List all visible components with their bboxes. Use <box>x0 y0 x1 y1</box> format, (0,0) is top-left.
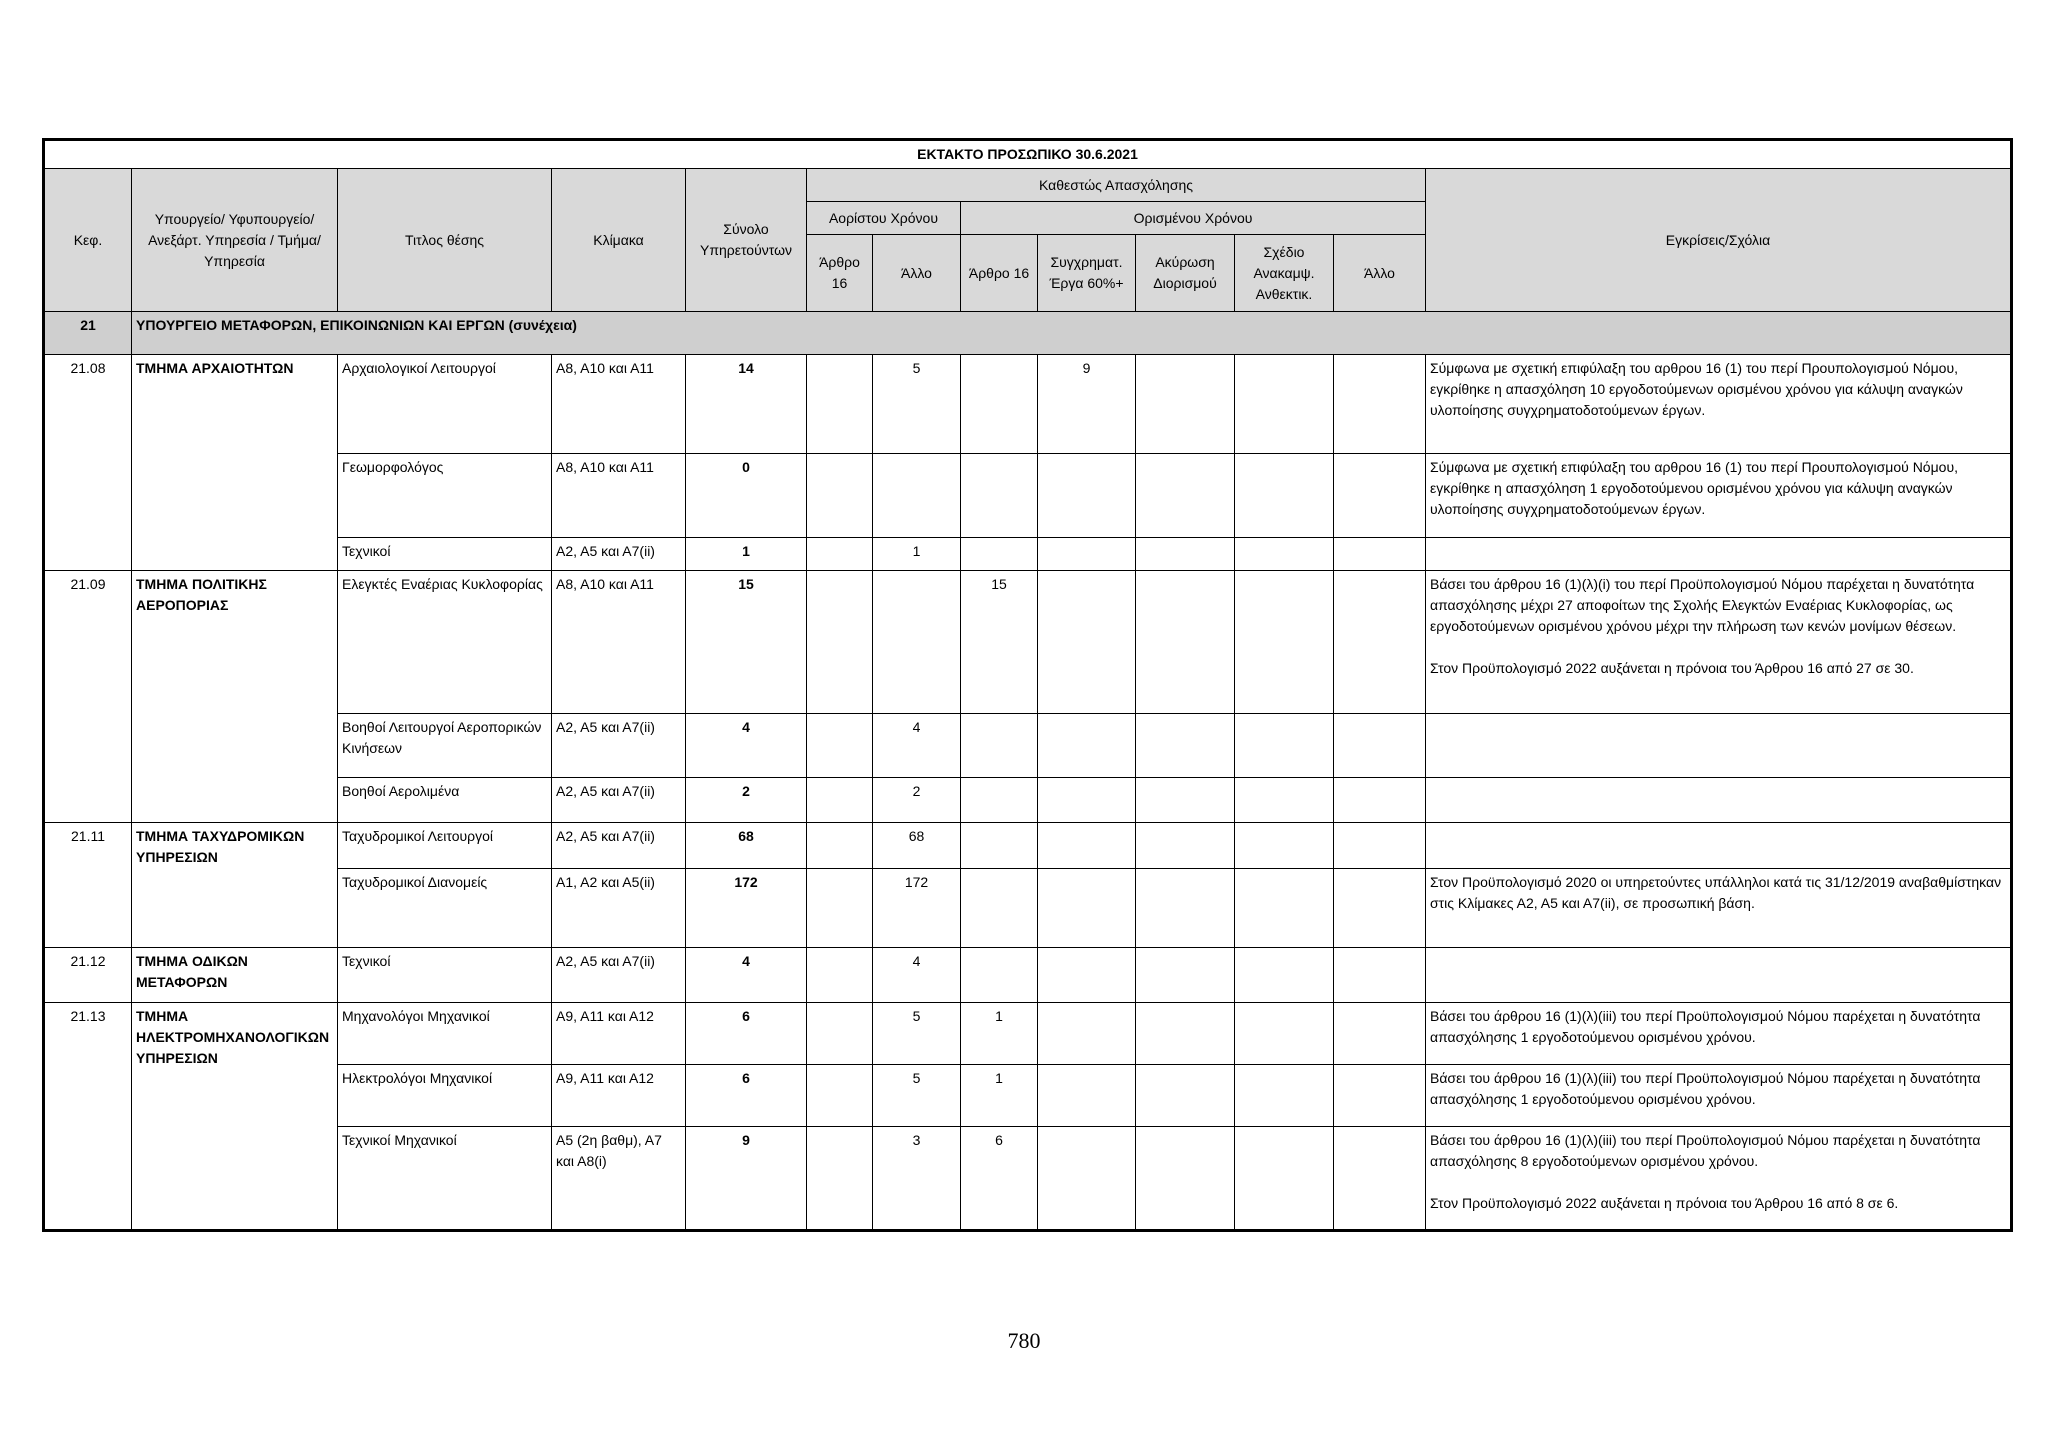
section-code: 21 <box>44 312 132 355</box>
scale-cell: Α2, Α5 και Α7(ii) <box>552 778 686 823</box>
scale-cell: Α2, Α5 και Α7(ii) <box>552 714 686 778</box>
header-employment-status: Καθεστώς Απασχόλησης <box>807 169 1426 202</box>
total-cell: 0 <box>686 454 807 538</box>
title-cell: Βοηθοί Λειτουργοί Αεροπορικών Κινήσεων <box>338 714 552 778</box>
title-cell: Αρχαιολογικοί Λειτουργοί <box>338 355 552 454</box>
other-indef-cell: 2 <box>873 778 961 823</box>
title-cell: Ταχυδρομικοί Λειτουργοί <box>338 823 552 869</box>
title-cell: Τεχνικοί <box>338 538 552 571</box>
section-name: ΥΠΟΥΡΓΕΙΟ ΜΕΤΑΦΟΡΩΝ, ΕΠΙΚΟΙΝΩΝΙΩΝ ΚΑΙ ΕΡΓΩΝ (συνέχεια) <box>132 312 2012 355</box>
scale-cell: Α2, Α5 και Α7(ii) <box>552 823 686 869</box>
dept-cell: ΤΜΗΜΑ ΠΟΛΙΤΙΚΗΣ ΑΕΡΟΠΟΡΙΑΣ <box>132 571 338 823</box>
scale-cell: Α5 (2η βαθμ), Α7 και Α8(i) <box>552 1127 686 1231</box>
comment-text-2: Στον Προϋπολογισμό 2022 αυξάνεται η πρόνοια του Άρθρου 16 από 27 σε 30. <box>1430 660 1914 676</box>
header-ministry: Υπουργείο/ Υφυπουργείο/ Ανεξάρτ. Υπηρεσία / Τμήμα/ Υπηρεσία <box>132 169 338 312</box>
total-cell: 9 <box>686 1127 807 1231</box>
scale-cell: Α1, Α2 και Α5(ii) <box>552 869 686 948</box>
header-art16-def: Άρθρο 16 <box>961 235 1038 312</box>
table-title: ΕΚΤΑΚΤΟ ΠΡΟΣΩΠΙΚΟ 30.6.2021 <box>44 140 2012 169</box>
header-indefinite: Αορίστου Χρόνου <box>807 202 961 235</box>
section-row <box>44 312 2012 355</box>
total-cell: 1 <box>686 538 807 571</box>
table-row <box>44 538 2012 571</box>
total-cell: 172 <box>686 869 807 948</box>
total-cell: 15 <box>686 571 807 714</box>
staff-table-frame <box>42 138 2010 1232</box>
total-cell: 6 <box>686 1003 807 1065</box>
header-cancel: Ακύρωση Διορισμού <box>1136 235 1235 312</box>
header-art16-indef: Άρθρο 16 <box>807 235 873 312</box>
page-number: 780 <box>1007 1328 1041 1353</box>
other-indef-cell: 5 <box>873 355 961 454</box>
comment-cell <box>1426 1127 2012 1231</box>
header-recovery: Σχέδιο Ανακαμψ. Ανθεκτικ. <box>1235 235 1334 312</box>
title-cell: Ελεγκτές Εναέριας Κυκλοφορίας <box>338 571 552 714</box>
title-cell: Γεωμορφολόγος <box>338 454 552 538</box>
other-indef-cell: 172 <box>873 869 961 948</box>
other-indef-cell: 4 <box>873 714 961 778</box>
kef-cell: 21.09 <box>44 571 132 823</box>
other-indef-cell: 4 <box>873 948 961 1003</box>
table-row <box>44 1127 2012 1231</box>
comment-cell: Σύμφωνα με σχετική επιφύλαξη του αρθρου 16 (1) του περί Προυπολογισμού Νόμου, εγκρίθηκε η απασχόληση 1 εργοδοτούμενου ορισμένου χρόνου για κάλυψη αναγκών υλοποίησης συγχρηματοδοτούμενων έργων. <box>1426 454 2012 538</box>
table-row <box>44 823 2012 869</box>
scale-cell: Α8, Α10 και Α11 <box>552 355 686 454</box>
dept-cell: ΤΜΗΜΑ ΟΔΙΚΩΝ ΜΕΤΑΦΟΡΩΝ <box>132 948 338 1003</box>
header-other-def: Άλλο <box>1334 235 1426 312</box>
header-other-indef: Άλλο <box>873 235 961 312</box>
dept-cell: ΤΜΗΜΑ ΗΛΕΚΤΡΟΜΗΧΑΝΟΛΟΓΙΚΩΝ ΥΠΗΡΕΣΙΩΝ <box>132 1003 338 1231</box>
header-position-title: Τιτλος θέσης <box>338 169 552 312</box>
scale-cell: Α8, Α10 και Α11 <box>552 454 686 538</box>
other-indef-cell: 5 <box>873 1065 961 1127</box>
scale-cell: Α8, Α10 και Α11 <box>552 571 686 714</box>
comment-cell: Στον Προϋπολογισμό 2020 οι υπηρετούντες υπάλληλοι κατά τις 31/12/2019 αναβαθμίστηκαν στις Κλίμακες Α2, Α5 και Α7(ii), σε προσωπική βάση. <box>1426 869 2012 948</box>
comment-cell: Σύμφωνα με σχετική επιφύλαξη του αρθρου 16 (1) του περί Προυπολογισμού Νόμου, εγκρίθηκε η απασχόληση 10 εργοδοτούμενων ορισμένου χρόνου για κάλυψη αναγκών υλοποίησης συγχρηματοδοτούμενων έργων. <box>1426 355 2012 454</box>
art16-def-cell: 1 <box>961 1003 1038 1065</box>
other-indef-cell: 3 <box>873 1127 961 1231</box>
dept-cell: ΤΜΗΜΑ ΑΡΧΑΙΟΤΗΤΩΝ <box>132 355 338 571</box>
title-cell: Ηλεκτρολόγοι Μηχανικοί <box>338 1065 552 1127</box>
header-row-1 <box>44 169 2012 202</box>
scale-cell: Α2, Α5 και Α7(ii) <box>552 948 686 1003</box>
header-scale: Κλίμακα <box>552 169 686 312</box>
cofunded-cell: 9 <box>1038 355 1136 454</box>
title-row <box>44 140 2012 169</box>
comment-cell <box>1426 571 2012 714</box>
comment-text-2: Στον Προϋπολογισμό 2022 αυξάνεται η πρόνοια του Άρθρου 16 από 8 σε 6. <box>1430 1195 1899 1211</box>
table-row <box>44 1065 2012 1127</box>
other-indef-cell: 5 <box>873 1003 961 1065</box>
kef-cell: 21.12 <box>44 948 132 1003</box>
header-kef: Κεφ. <box>44 169 132 312</box>
art16-def-cell: 6 <box>961 1127 1038 1231</box>
title-cell: Τεχνικοί Μηχανικοί <box>338 1127 552 1231</box>
total-cell: 68 <box>686 823 807 869</box>
comment-text: Βάσει του άρθρου 16 (1)(λ)(iii) του περί Προϋπολογισμού Νόμου παρέχεται η δυνατότητα απασχόλησης 8 εργοδοτούμενων ορισμένου χρόνου. <box>1430 1132 1981 1169</box>
total-cell: 4 <box>686 948 807 1003</box>
temporary-staff-table <box>42 138 2013 1232</box>
table-row <box>44 571 2012 714</box>
dept-cell: ΤΜΗΜΑ ΤΑΧΥΔΡΟΜΙΚΩΝ ΥΠΗΡΕΣΙΩΝ <box>132 823 338 948</box>
comment-cell: Βάσει του άρθρου 16 (1)(λ)(iii) του περί Προϋπολογισμού Νόμου παρέχεται η δυνατότητα απασχόλησης 1 εργοδοτούμενου ορισμένου χρόνου. <box>1426 1003 2012 1065</box>
header-definite: Ορισμένου Χρόνου <box>961 202 1426 235</box>
comment-text: Βάσει του άρθρου 16 (1)(λ)(i) του περί Προϋπολογισμού Νόμου παρέχεται η δυνατότητα απασχόλησης μέχρι 27 αποφοίτων της Σχολής Ελεγκτών Εναέριας Κυκλοφορίας, ως εργοδοτούμενων ορισμένου χρόνου μέχρι την πλήρωση των κενών μονίμων θέσεων. <box>1430 576 1975 634</box>
table-row <box>44 948 2012 1003</box>
scale-cell: Α2, Α5 και Α7(ii) <box>552 538 686 571</box>
title-cell: Τεχνικοί <box>338 948 552 1003</box>
kef-cell: 21.11 <box>44 823 132 948</box>
table-row <box>44 714 2012 778</box>
art16-def-cell: 1 <box>961 1065 1038 1127</box>
kef-cell: 21.08 <box>44 355 132 571</box>
total-cell: 6 <box>686 1065 807 1127</box>
header-cofunded: Συγχρηματ. Έργα 60%+ <box>1038 235 1136 312</box>
scale-cell: Α9, Α11 και Α12 <box>552 1003 686 1065</box>
title-cell: Ταχυδρομικοί Διανομείς <box>338 869 552 948</box>
total-cell: 14 <box>686 355 807 454</box>
header-total: Σύνολο Υπηρετούντων <box>686 169 807 312</box>
title-cell: Μηχανολόγοι Μηχανικοί <box>338 1003 552 1065</box>
table-row <box>44 355 2012 454</box>
table-row <box>44 1003 2012 1065</box>
art16-def-cell: 15 <box>961 571 1038 714</box>
table-row <box>44 869 2012 948</box>
other-indef-cell: 1 <box>873 538 961 571</box>
total-cell: 4 <box>686 714 807 778</box>
header-approvals: Εγκρίσεις/Σχόλια <box>1426 169 2012 312</box>
scale-cell: Α9, Α11 και Α12 <box>552 1065 686 1127</box>
title-cell: Βοηθοί Αερολιμένα <box>338 778 552 823</box>
table-row <box>44 778 2012 823</box>
total-cell: 2 <box>686 778 807 823</box>
comment-cell: Βάσει του άρθρου 16 (1)(λ)(iii) του περί Προϋπολογισμού Νόμου παρέχεται η δυνατότητα απασχόλησης 1 εργοδοτούμενου ορισμένου χρόνου. <box>1426 1065 2012 1127</box>
other-indef-cell: 68 <box>873 823 961 869</box>
kef-cell: 21.13 <box>44 1003 132 1231</box>
table-row <box>44 454 2012 538</box>
